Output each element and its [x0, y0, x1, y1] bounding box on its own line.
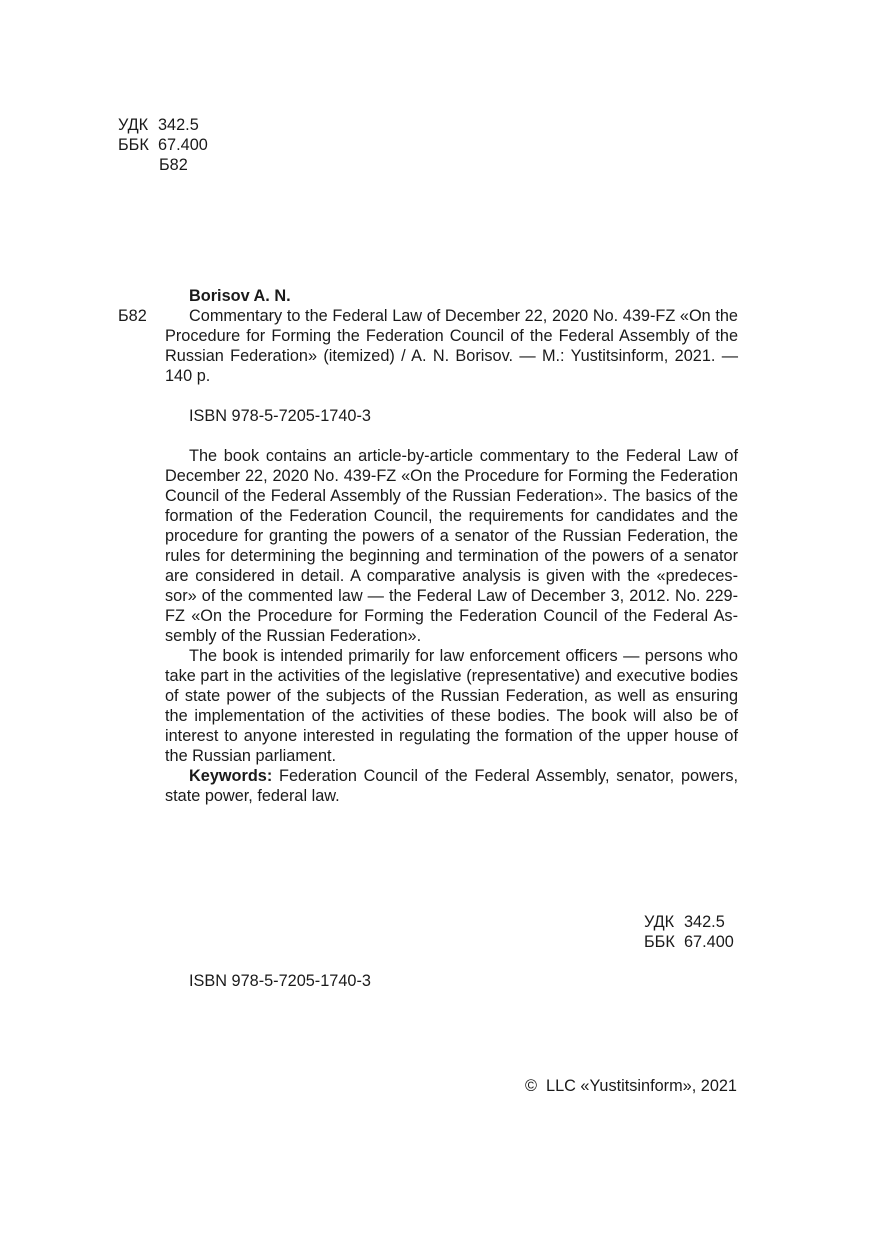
bottom-bbk-label: ББК — [644, 933, 675, 951]
bottom-udk-row — [644, 912, 725, 932]
bottom-udk-value: 342.5 — [684, 913, 725, 931]
catalog-description — [165, 306, 738, 386]
abstract-paragraph-1: The book contains an article-by-article commentary to the Federal Law of December 22, 2020 No. 439-FZ «On the Procedure for Forming the Federation Council of the Federal Assembly of the Russian Federation». The basics of the formation of the Federation Council, the requirements for candidates and the procedure for granting the powers of a senator of the Russian Federation, the rules for determining the beginning and termination of the powers of a senator are considered in detail. A comparative analysis is given with the «predecessor» of the commented law — the Federal Law of December 3, 2012. No. 229-FZ «On the Procedure for Forming the Federation Council of the Federal Assembly of the Russian Federation». — [165, 447, 738, 645]
top-udk-label: УДК — [118, 116, 149, 134]
catalog-isbn: ISBN 978-5-7205-1740-3 — [189, 407, 371, 425]
top-bbk-row — [118, 135, 208, 155]
top-udk-row — [118, 115, 199, 135]
bottom-bbk-value: 67.400 — [684, 933, 734, 951]
abstract-paragraph-2: The book is intended primarily for law enforcement officers — persons who take part in the activities of the legislative (representative) and executive bodies of state power of the subjects of the Russian Federation, as well as ensuring the implementation of the activities of these bodies. The book will also be of interest to anyone interested in regulating the formation of the upper house of the Russian parliament. — [165, 647, 738, 765]
top-udk-value: 342.5 — [158, 116, 199, 134]
keywords-text: Federation Council of the Federal Assembly, senator, powers, state power, federal law. — [165, 767, 738, 805]
keywords-label: Keywords: — [189, 767, 273, 785]
copyright: © LLC «Yustitsinform», 2021 — [524, 1077, 737, 1095]
top-author-mark: Б82 — [159, 156, 188, 174]
catalog-description-text: Commentary to the Federal Law of December 22, 2020 No. 439-FZ «On the Procedure for Forming the Federation Council of the Federal Assembly of the Russian Federation» (itemized) / A. N. Borisov. — M.: Yustitsinform, 2021. — 140 p. — [165, 307, 738, 385]
bottom-bbk-row — [644, 932, 734, 952]
catalog-author-mark: Б82 — [118, 307, 147, 325]
top-bbk-label: ББК — [118, 136, 149, 154]
keywords-paragraph — [165, 766, 738, 806]
author-name: Borisov A. N. — [189, 287, 291, 305]
top-bbk-value: 67.400 — [158, 136, 208, 154]
bottom-isbn: ISBN 978-5-7205-1740-3 — [189, 972, 371, 990]
abstract — [165, 446, 738, 806]
bottom-udk-label: УДК — [644, 913, 675, 931]
